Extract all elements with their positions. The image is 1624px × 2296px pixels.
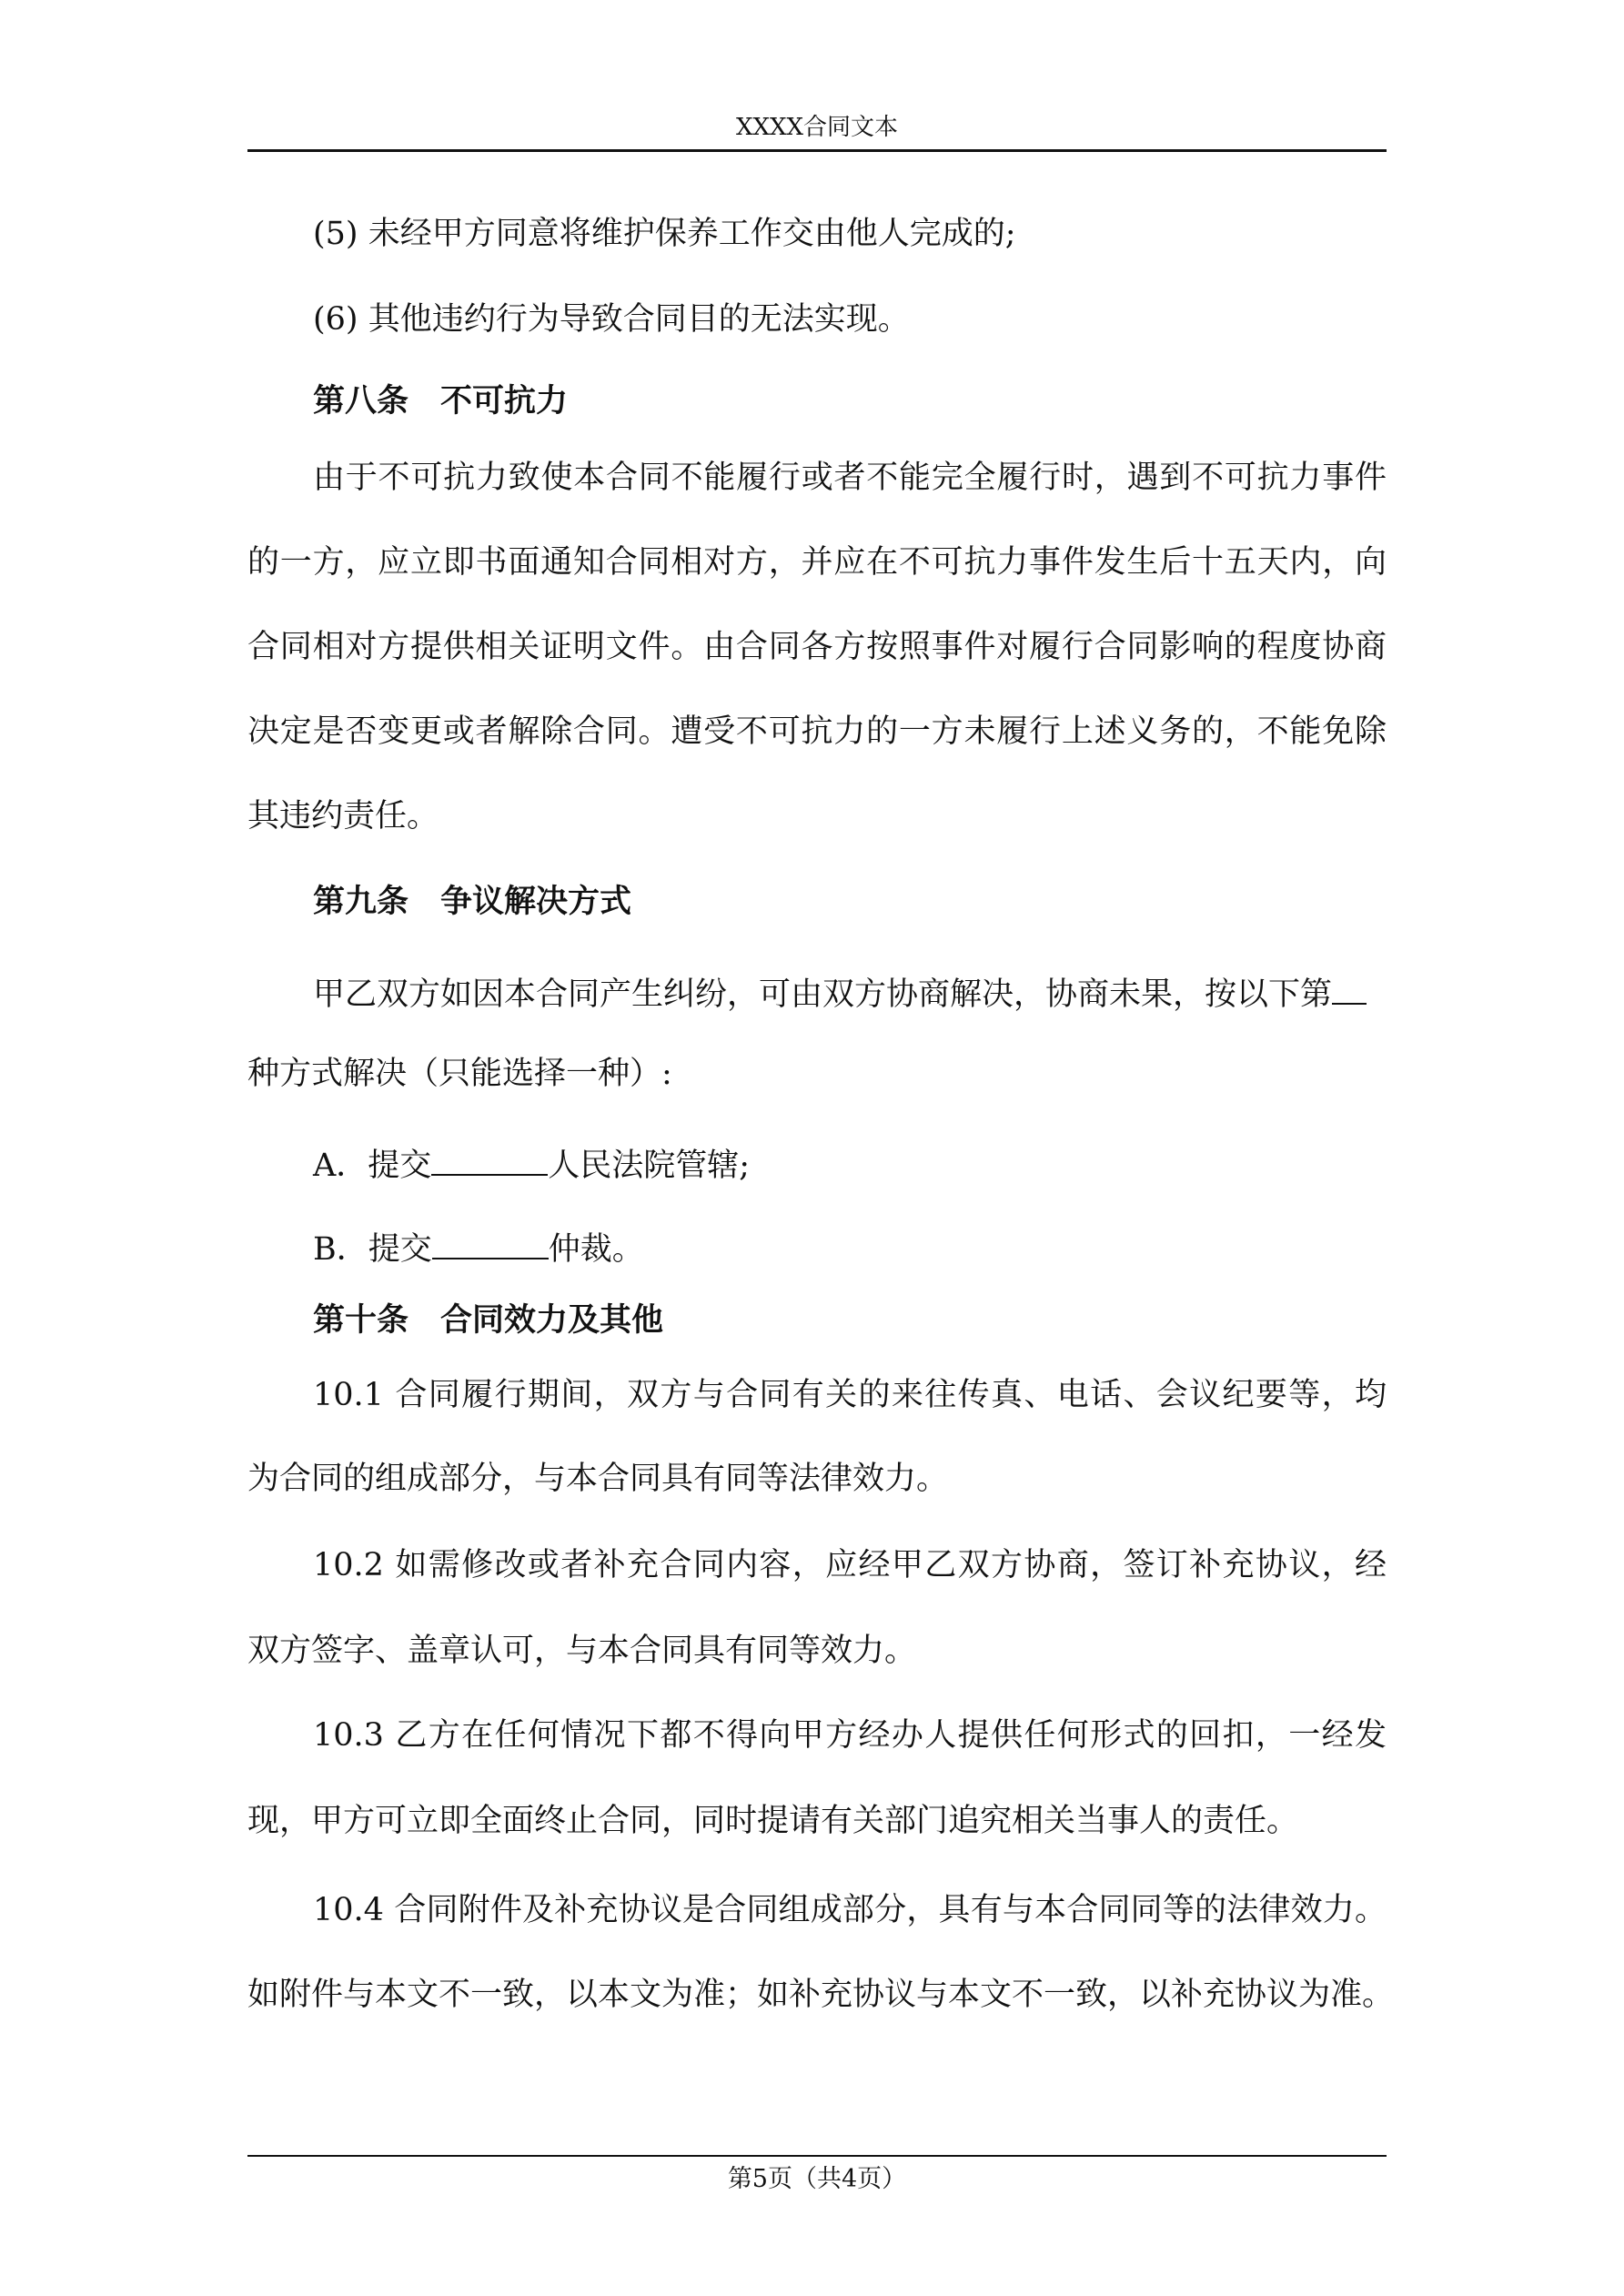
article-10-line: 双方签字、盖章认可，与本合同具有同等效力。 (247, 1633, 917, 1669)
article-8-heading: 第八条 不可抗力 (313, 382, 569, 420)
option-b-prefix: B．提交 (313, 1231, 432, 1268)
article-9-text: 甲乙双方如因本合同产生纠纷，可由双方协商解决，协商未果，按以下第 (313, 976, 1333, 1013)
article-10-line: 10.4 合同附件及补充协议是合同组成部分，具有与本合同同等的法律效力。 (313, 1892, 1387, 1928)
footer-divider (247, 2155, 1387, 2157)
court-name-blank[interactable] (431, 1139, 548, 1176)
article-8-line: 由于不可抗力致使本合同不能履行或者不能完全履行时，遇到不可抗力事件 (313, 460, 1387, 496)
article-10-line: 10.1 合同履行期间，双方与合同有关的来往传真、电话、会议纪要等，均 (313, 1377, 1387, 1413)
article-10-line: 为合同的组成部分，与本合同具有同等法律效力。 (247, 1461, 949, 1497)
article-10-line: 现，甲方可立即全面终止合同，同时提请有关部门追究相关当事人的责任。 (247, 1803, 1299, 1839)
header-divider (247, 149, 1387, 152)
article-10-line: 10.2 如需修改或者补充合同内容，应经甲乙双方协商，签订补充协议，经 (313, 1547, 1387, 1583)
article-9-line (247, 968, 1387, 1017)
article-8-line: 决定是否变更或者解除合同。遭受不可抗力的一方未履行上述义务的，不能免除 (247, 713, 1387, 750)
article-8-line: 其违约责任。 (247, 798, 439, 834)
arbitration-blank[interactable] (432, 1223, 549, 1259)
article-9-line: 种方式解决（只能选择一种）: (247, 1056, 672, 1092)
option-b (247, 1223, 1387, 1272)
article-10-line: 10.3 乙方在任何情况下都不得向甲方经办人提供任何形式的回扣，一经发 (313, 1717, 1387, 1754)
clause-item-5: (5) 未经甲方同意将维护保养工作交由他人完成的; (313, 216, 1016, 252)
page-number: 第5页（共4页） (727, 2165, 907, 2193)
option-a-suffix: 人民法院管辖; (548, 1148, 751, 1184)
dispute-method-blank[interactable] (1332, 968, 1367, 1005)
option-b-suffix: 仲裁。 (548, 1231, 644, 1268)
option-a (247, 1139, 1387, 1188)
article-8-line: 合同相对方提供相关证明文件。由合同各方按照事件对履行合同影响的程度协商 (247, 629, 1387, 665)
article-8-line: 的一方，应立即书面通知合同相对方，并应在不可抗力事件发生后十五天内，向 (247, 544, 1387, 581)
article-10-heading: 第十条 合同效力及其他 (313, 1301, 664, 1339)
option-a-prefix: A．提交 (313, 1148, 432, 1184)
page-header: XXXX合同文本 (735, 114, 899, 141)
article-10-line: 如附件与本文不一致，以本文为准；如补充协议与本文不一致，以补充协议为准。 (247, 1977, 1395, 2013)
clause-item-6: (6) 其他违约行为导致合同目的无法实现。 (313, 301, 910, 338)
article-9-heading: 第九条 争议解决方式 (313, 883, 632, 920)
